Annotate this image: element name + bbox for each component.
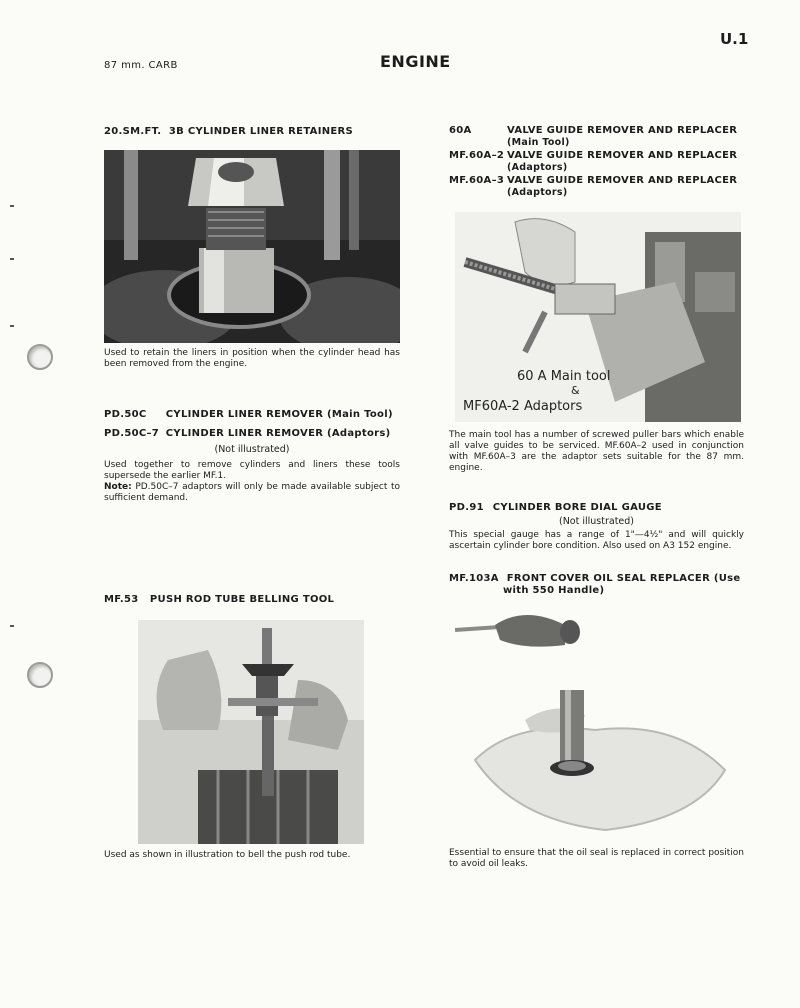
tool-code: PD.50C–7 (104, 428, 160, 439)
tool-title: PUSH ROD TUBE BELLING TOOL (149, 594, 335, 605)
page-number: U.1 (720, 30, 749, 48)
photo-label-adaptors: MF60A-2 Adaptors (463, 399, 583, 414)
valve-guide-rows (449, 125, 743, 198)
section-heading (104, 594, 334, 605)
section-heading (449, 150, 743, 161)
header-left: 87 mm. CARB (104, 60, 178, 71)
binder-hole-bottom (27, 662, 53, 688)
margin-mark (10, 258, 14, 260)
photo-label-main-tool: 60 A Main tool (517, 369, 611, 384)
tool-title: VALVE GUIDE REMOVER AND REPLACER (507, 150, 738, 161)
tool-subtitle: (Adaptors) (507, 162, 568, 173)
section-heading (449, 573, 740, 584)
tool-title: CYLINDER LINER REMOVER (Adaptors) (165, 428, 391, 439)
tool-code: MF.60A–3 (449, 175, 505, 186)
margin-mark (10, 325, 14, 327)
tool-code: MF.53 (104, 594, 139, 605)
tool-subtitle: with 550 Handle) (503, 585, 605, 596)
section-heading (104, 428, 390, 439)
photo-valve-guide-tool (455, 212, 741, 422)
tool-title: 3B CYLINDER LINER RETAINERS (168, 126, 354, 137)
tool-code: 20.SM.FT. (104, 126, 162, 137)
section-body: This special gauge has a range of 1"—4½" and will quickly ascertain cylinder bore condition. Also used on A3 152 engine. (449, 530, 744, 551)
section-heading (104, 409, 393, 420)
section-body (104, 460, 400, 504)
tool-title: FRONT COVER OIL SEAL REPLACER (Use (506, 573, 741, 584)
tool-code: PD.91 (449, 502, 484, 513)
tool-code: 60A (449, 125, 472, 136)
note-label: Note: (104, 482, 132, 492)
tool-code: PD.50C (104, 409, 147, 420)
tool-title: VALVE GUIDE REMOVER AND REPLACER (507, 125, 738, 136)
not-illustrated-note: (Not illustrated) (214, 444, 290, 455)
tool-code: MF.103A (449, 573, 499, 584)
margin-mark (10, 625, 14, 627)
tool-subtitle: (Adaptors) (507, 187, 568, 198)
section-heading (449, 125, 743, 136)
section-heading (104, 126, 353, 137)
section-heading (449, 502, 662, 513)
tool-title: CYLINDER BORE DIAL GAUGE (492, 502, 662, 513)
photo-belling-tool (138, 620, 364, 844)
caption-oil-seal: Essential to ensure that the oil seal is replaced in correct position to avoid oil leaks. (449, 848, 744, 869)
body-text: Used together to remove cylinders and liners these tools supersede the earlier MF.1. (104, 460, 400, 481)
section-heading (449, 175, 743, 186)
caption-belling-tool: Used as shown in illustration to bell the push rod tube. (104, 850, 351, 860)
photo-label-ampersand: & (571, 384, 580, 397)
not-illustrated-note: (Not illustrated) (558, 516, 635, 527)
caption-liner-retainer: Used to retain the liners in position when the cylinder head has been removed from the engine. (104, 348, 400, 369)
tool-subtitle: (Main Tool) (507, 137, 570, 148)
tool-title: VALVE GUIDE REMOVER AND REPLACER (507, 175, 738, 186)
photo-oil-seal-replacer (455, 610, 741, 842)
tool-code: MF.60A–2 (449, 150, 505, 161)
note-text: PD.50C–7 adaptors will only be made available subject to sufficient demand. (104, 482, 400, 503)
caption-valve-guide: The main tool has a number of screwed puller bars which enable all valve guides to be serviced. MF.60A–2 used in conjunction with MF.60A–3 are the adaptor sets suitable for the 87 mm. engine. (449, 430, 744, 473)
page-title: ENGINE (380, 52, 451, 71)
tool-title: CYLINDER LINER REMOVER (Main Tool) (165, 409, 393, 420)
binder-hole-top (27, 344, 53, 370)
photo-liner-retainer (104, 150, 400, 343)
margin-mark (10, 205, 14, 207)
